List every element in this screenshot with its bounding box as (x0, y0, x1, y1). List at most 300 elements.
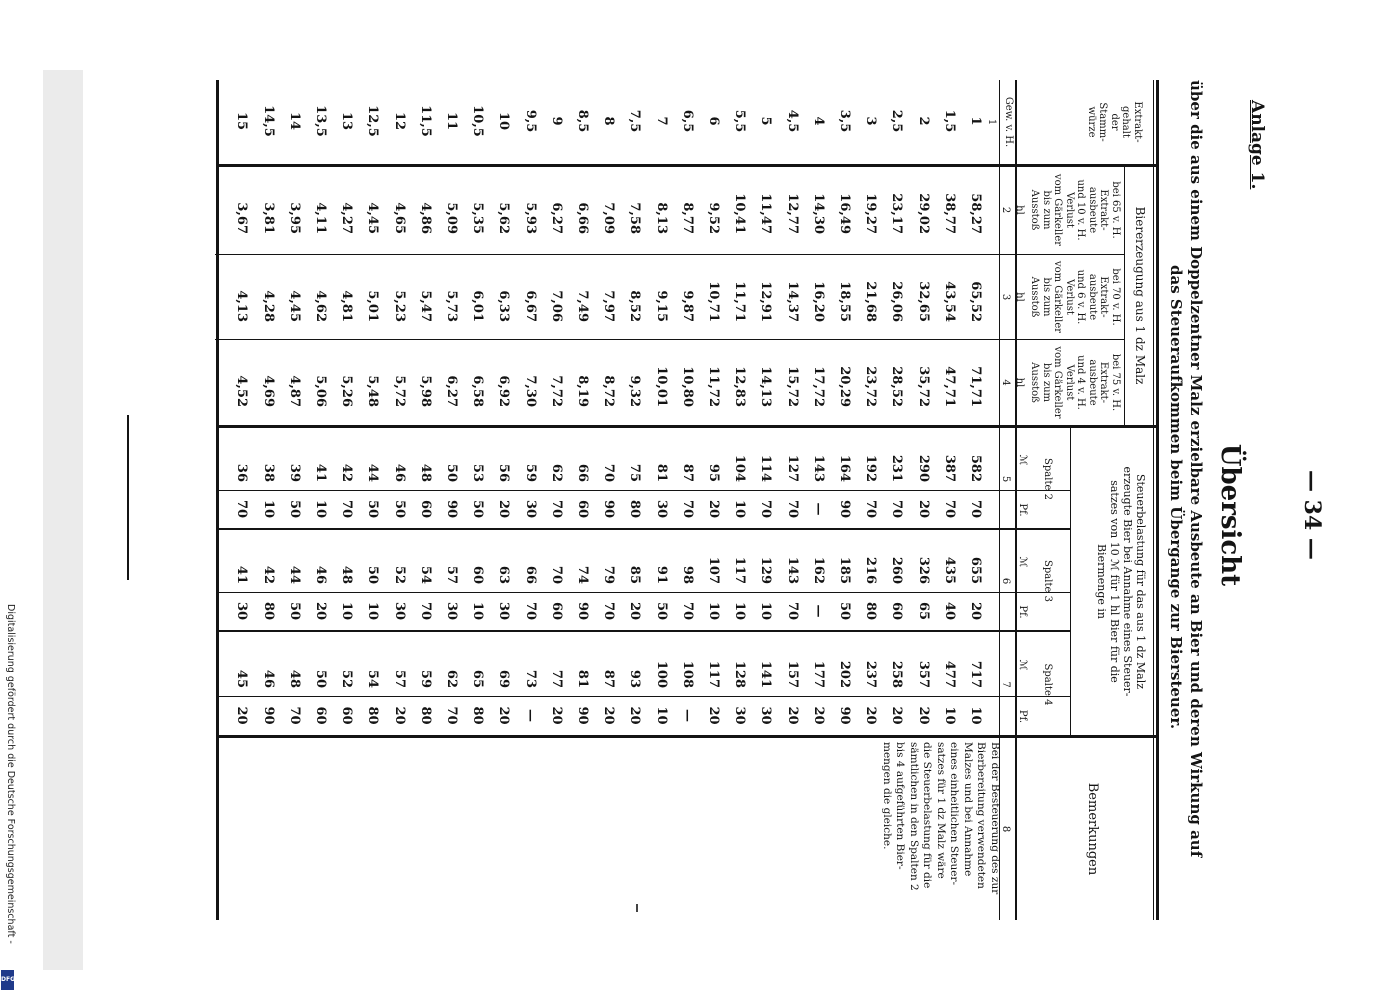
header-spalte4: Spalte 4 (1042, 663, 1053, 706)
header-col1-line: gehalt (1120, 106, 1132, 138)
table-cell-e: 6 (706, 116, 721, 126)
table-cell-m5: 41 (313, 463, 328, 482)
table-cell-p6: 10 (732, 601, 748, 621)
table-cell-p5: 70 (784, 499, 800, 519)
table-cell-s4: 5,48 (365, 375, 381, 407)
colnum-3: 3 (1000, 293, 1011, 301)
table-cell-p6: 30 (496, 601, 512, 621)
table-cell-m7: 477 (941, 660, 957, 688)
table-cell-p5: 70 (968, 499, 983, 519)
table-cell-p6: 30 (234, 601, 250, 621)
table-cell-s3: 5,73 (444, 290, 459, 322)
table-cell-s4: 6,58 (470, 375, 486, 407)
table-cell-s3: 16,20 (810, 281, 826, 322)
table-cell-s2: 11,47 (758, 193, 774, 234)
colnum-4: 4 (1000, 379, 1011, 386)
table-cell-s2: 4,65 (391, 202, 407, 234)
table-cell-m7: 45 (234, 669, 250, 688)
table-cell-s3: 65,52 (968, 281, 983, 322)
table-cell-e: 10 (496, 111, 512, 131)
table-cell-p5: 20 (496, 499, 512, 519)
header-group2-line: Biermenge in (1095, 543, 1108, 620)
table-cell-m6: 57 (444, 565, 459, 584)
table-cell-s2: 58,27 (968, 193, 983, 234)
table-cell-s3: 21,68 (863, 281, 879, 322)
table-cell-m6: 91 (653, 565, 669, 584)
table-cell-s4: 23,72 (863, 366, 879, 407)
table-cell-m6: 260 (889, 556, 905, 584)
header-col2-line: bei 65 v. H. (1110, 181, 1121, 239)
table-cell-p5: 90 (601, 499, 617, 519)
table-cell-p6: 10 (365, 601, 381, 621)
header-col1-line: Extrakt- (1132, 101, 1143, 143)
table-cell-s3: 5,47 (417, 290, 433, 322)
dfg-logo: DFG (1, 970, 14, 990)
table-cell-e: 14,5 (260, 105, 276, 137)
table-cell-m6: 79 (601, 565, 617, 584)
table-cell-e: 3 (863, 116, 879, 126)
table-cell-m7: 69 (496, 669, 512, 688)
table-cell-s4: 20,29 (837, 366, 852, 407)
table-cell-p5: 70 (339, 499, 355, 519)
table-cell-s4: 35,72 (915, 366, 931, 407)
table-cell-p7: 20 (915, 706, 931, 725)
table-cell-s4: 4,87 (286, 375, 302, 407)
table-cell-m5: 38 (260, 463, 276, 482)
table-top-rule (1156, 80, 1159, 920)
table-cell-p7: 20 (810, 706, 826, 725)
table-cell-p5: — (810, 502, 826, 516)
table-cell-m5: 127 (784, 454, 800, 482)
table-cell-s4: 10,80 (679, 366, 695, 407)
table-cell-m5: 87 (679, 463, 695, 482)
table-cell-p5: 70 (889, 499, 905, 519)
table-cell-m6: 117 (732, 556, 748, 584)
table-cell-s2: 8,13 (653, 202, 669, 234)
table-cell-e: 2,5 (889, 109, 905, 133)
table-cell-s4: 12,83 (732, 366, 748, 407)
table-cell-m5: 36 (234, 463, 250, 482)
table-cell-m6: 655 (968, 556, 983, 584)
table-cell-p6: 80 (260, 601, 276, 621)
header-col3-line: Ausstoß (1029, 276, 1041, 318)
header-col2-line: ausbeute (1087, 186, 1098, 234)
table-cell-s3: 4,13 (234, 290, 250, 322)
scan-shading (43, 70, 83, 970)
table-cell-m6: 143 (784, 556, 800, 584)
table-cell-m7: 157 (784, 660, 800, 688)
table-cell-p6: 20 (627, 601, 643, 621)
header-col3-line: Extrakt- (1098, 276, 1110, 318)
table-cell-m7: 108 (679, 660, 695, 688)
table-cell-s2: 5,35 (470, 202, 486, 234)
table-cell-s3: 9,87 (679, 290, 695, 322)
table-cell-m5: 164 (837, 454, 852, 482)
table-cell-p7: 20 (391, 706, 407, 725)
table-cell-s2: 29,02 (915, 193, 931, 234)
header-col4 (1029, 341, 1121, 424)
table-cell-s2: 4,27 (339, 202, 355, 234)
table-cell-p5: 10 (260, 499, 276, 519)
table-cell-m7: 48 (286, 669, 302, 688)
table-cell-m5: 290 (915, 454, 931, 482)
divider-col6-pf (216, 592, 1071, 593)
table-cell-m6: 44 (286, 565, 302, 584)
table-cell-s3: 10,71 (706, 281, 721, 322)
table-cell-m6: 326 (915, 556, 931, 584)
table-cell-p5: 90 (837, 499, 852, 519)
table-cell-p6: 20 (313, 601, 328, 621)
table-cell-p5: 50 (391, 499, 407, 519)
table-cell-m5: 48 (417, 463, 433, 482)
table-cell-s3: 14,37 (784, 281, 800, 322)
table-cell-s4: 8,19 (575, 375, 590, 407)
table-cell-m6: 107 (706, 556, 721, 584)
table-cell-m6: 46 (313, 565, 328, 584)
table-cell-m7: 52 (339, 669, 355, 688)
table-cell-p7: 60 (313, 706, 328, 725)
header-col4-line: Ausstoß (1029, 362, 1041, 403)
table-cell-m7: 100 (653, 660, 669, 688)
header-group2-line: satzes von 10 ℳ für 1 hl Bier für die (1108, 480, 1121, 683)
unit-hl-col2: hl (1014, 205, 1025, 215)
unit-m-5: ℳ (1017, 454, 1028, 466)
table-cell-s3: 18,55 (837, 281, 852, 322)
colnum-5: 5 (1000, 475, 1011, 483)
table-cell-p6: 30 (391, 601, 407, 621)
table-cell-s4: 9,32 (627, 375, 643, 407)
table-cell-e: 7,5 (627, 109, 643, 133)
table-cell-s2: 4,45 (365, 202, 381, 234)
table-cell-s3: 43,54 (941, 281, 957, 322)
anlage-label: Anlage 1. (1247, 100, 1267, 190)
table-cell-m6: 60 (470, 565, 486, 584)
table-cell-s2: 10,41 (732, 193, 748, 234)
table-cell-s3: 7,06 (548, 290, 564, 322)
table-cell-m6: 42 (260, 565, 276, 584)
table-cell-e: 4,5 (784, 109, 800, 133)
table-cell-s4: 14,13 (758, 366, 774, 407)
divider-col3 (215, 339, 1125, 340)
table-cell-p7: 20 (234, 706, 250, 725)
table-cell-e: 15 (234, 111, 250, 131)
table-cell-p7: 30 (758, 706, 774, 725)
table-cell-p6: 10 (706, 601, 721, 621)
header-col3-line: bei 70 v. H. (1110, 268, 1121, 326)
table-cell-s2: 3,67 (234, 202, 250, 234)
table-cell-m5: 53 (470, 463, 486, 482)
table-cell-p7: 30 (732, 706, 748, 725)
table-cell-p5: 70 (758, 499, 774, 519)
table-cell-p7: 10 (653, 706, 669, 725)
table-cell-s3: 6,33 (496, 290, 512, 322)
table-cell-s2: 12,77 (784, 193, 800, 234)
table-cell-e: 3,5 (837, 109, 852, 133)
table-cell-m6: 52 (391, 565, 407, 584)
divider-col5-pf (216, 490, 1071, 491)
table-cell-p5: 70 (863, 499, 879, 519)
table-cell-e: 4 (810, 116, 826, 126)
table-cell-p6: 60 (548, 601, 564, 621)
divider-col6 (216, 630, 1071, 632)
table-cell-m7: 258 (889, 660, 905, 688)
table-cell-s4: 17,72 (810, 366, 826, 407)
table-cell-s3: 7,97 (601, 290, 617, 322)
table-cell-p5: 50 (470, 499, 486, 519)
divider-col2 (215, 254, 1125, 255)
table-cell-p5: 30 (653, 499, 669, 519)
colnum-1: 1 (986, 118, 997, 126)
header-col1-unit: Gew. v. H. (1003, 96, 1014, 148)
table-cell-m6: 70 (548, 565, 564, 584)
table-cell-p7: — (679, 709, 695, 722)
table-cell-p7: 70 (286, 706, 302, 725)
unit-m-6: ℳ (1017, 556, 1028, 568)
table-cell-s4: 7,30 (522, 375, 538, 407)
page-title: Übersicht (1215, 443, 1245, 587)
table-cell-p7: 90 (837, 706, 852, 725)
table-cell-s4: 28,52 (889, 366, 905, 407)
header-col1-line: Stamm- (1097, 102, 1109, 142)
remark-line: die Steuerbelastung für die (921, 742, 934, 889)
table-cell-m7: 54 (365, 669, 381, 688)
table-cell-p6: 50 (837, 601, 852, 621)
table-cell-p7: 90 (575, 706, 590, 725)
table-cell-s3: 6,01 (470, 290, 486, 322)
table-cell-e: 8 (601, 116, 617, 126)
table-cell-m5: 75 (627, 463, 643, 482)
table-cell-m7: 73 (522, 669, 538, 688)
unit-pf-7: Pf. (1017, 709, 1028, 724)
table-cell-e: 14 (286, 111, 302, 131)
header-col4-line: Extrakt- (1098, 361, 1110, 404)
table-cell-p6: 70 (784, 601, 800, 621)
table-cell-m7: 237 (863, 660, 879, 688)
divider-col7 (217, 735, 1157, 738)
table-cell-e: 7 (653, 116, 669, 126)
table-cell-s3: 4,81 (339, 290, 355, 322)
table-cell-p6: 90 (575, 601, 590, 621)
table-cell-p6: 10 (339, 601, 355, 621)
digitization-note: Digitalisierung gefördert durch die Deutsche Forschungsgemeinschaft - (5, 604, 16, 944)
table-cell-p5: 70 (679, 499, 695, 519)
table-cell-m5: 104 (732, 454, 748, 482)
table-cell-m7: 93 (627, 669, 643, 688)
table-cell-s2: 23,17 (889, 193, 905, 234)
table-cell-p6: 10 (470, 601, 486, 621)
table-cell-p7: 20 (784, 706, 800, 725)
header-col2-line: Extrakt- (1098, 189, 1110, 231)
scan-rule-left (127, 415, 129, 580)
header-col1-line: würze (1086, 106, 1097, 138)
table-cell-e: 9,5 (522, 109, 538, 133)
table-cell-m7: 117 (706, 660, 721, 688)
header-col3 (1029, 256, 1121, 338)
colnum-8: 8 (1000, 825, 1011, 833)
table-cell-p6: 60 (889, 601, 905, 621)
table-cell-s2: 19,27 (863, 193, 879, 234)
unit-m-7: ℳ (1017, 659, 1028, 671)
group2-rule (1070, 428, 1071, 735)
table-cell-s3: 12,91 (758, 281, 774, 322)
table-cell-m5: 59 (522, 463, 538, 482)
table-cell-e: 9 (548, 116, 564, 126)
table-cell-e: 12,5 (365, 105, 381, 137)
header-group1: Biererzeugung aus 1 dz Malz (1133, 206, 1147, 385)
table-cell-m6: 162 (810, 556, 826, 584)
header-group2 (1095, 430, 1147, 733)
header-group2-line: Steuerbelastung für das aus 1 dz Malz (1134, 473, 1147, 690)
table-cell-p7: 20 (889, 706, 905, 725)
table-cell-e: 11,5 (417, 105, 433, 137)
table-cell-p6: 40 (941, 601, 957, 621)
table-cell-s2: 5,09 (444, 202, 459, 234)
table-cell-p5: 20 (706, 499, 721, 519)
table-cell-p7: 70 (444, 706, 459, 725)
table-cell-s3: 9,15 (653, 290, 669, 322)
table-cell-m5: 42 (339, 463, 355, 482)
table-cell-s4: 11,72 (706, 366, 721, 407)
divider-col1 (217, 164, 1157, 167)
table-cell-s4: 7,72 (548, 375, 564, 407)
table-cell-s3: 6,67 (522, 290, 538, 322)
header-col4-line: Verlust (1064, 364, 1075, 401)
remark-rule (636, 904, 638, 912)
table-cell-p5: 70 (941, 499, 957, 519)
table-cell-s4: 6,27 (444, 375, 459, 407)
table-cell-s2: 5,62 (496, 202, 512, 234)
table-cell-p5: 10 (313, 499, 328, 519)
header-spalte3: Spalte 3 (1042, 560, 1053, 602)
remark-line: Malzes und bei Annahme (962, 742, 974, 877)
table-cell-p5: 50 (286, 499, 302, 519)
table-cell-m6: 50 (365, 565, 381, 584)
table-cell-s2: 14,30 (810, 193, 826, 234)
table-cell-m5: 81 (653, 463, 669, 482)
table-cell-p5: 50 (365, 499, 381, 519)
table-cell-s3: 26,06 (889, 281, 905, 322)
table-cell-e: 1 (968, 116, 983, 126)
table-cell-p6: 30 (444, 601, 459, 621)
table-cell-p6: 50 (286, 601, 302, 621)
table-cell-s2: 7,09 (601, 202, 617, 234)
table-cell-s2: 5,93 (522, 202, 538, 234)
unit-pf-6: Pf. (1017, 605, 1028, 619)
table-cell-p6: 70 (417, 601, 433, 621)
table-cell-p7: 20 (863, 706, 879, 725)
table-cell-p7: 20 (601, 706, 617, 725)
table-cell-m6: 48 (339, 565, 355, 584)
table-cell-p7: 20 (627, 706, 643, 725)
table-cell-p6: 10 (758, 601, 774, 621)
table-cell-p5: 20 (915, 499, 931, 519)
header-col4-line: bis zum (1041, 362, 1052, 403)
colnum-7: 7 (1000, 681, 1011, 688)
table-cell-s4: 5,98 (417, 375, 433, 407)
table-cell-s4: 10,01 (653, 366, 669, 407)
table-cell-s4: 8,72 (601, 375, 617, 407)
header-col2-line: bis zum (1041, 190, 1052, 230)
header-col2-line: Verlust (1064, 192, 1075, 228)
table-cell-m7: 128 (732, 660, 748, 688)
table-cell-e: 13,5 (313, 105, 328, 137)
table-cell-s2: 8,77 (679, 202, 695, 234)
table-cell-m5: 582 (968, 454, 983, 482)
header-col4-line: vom Gärkeller (1052, 346, 1064, 419)
table-cell-p5: 70 (548, 499, 564, 519)
divider-col4 (217, 425, 1157, 428)
table-cell-m7: 81 (575, 669, 590, 688)
table-cell-m6: 85 (627, 565, 643, 584)
table-cell-p7: 90 (260, 706, 276, 725)
subtitle-line2: das Steueraufkommen beim Übergange zur Biersteuer. (1167, 265, 1185, 730)
table-cell-s4: 47,71 (941, 366, 957, 407)
table-cell-m7: 77 (548, 669, 564, 688)
table-cell-m7: 46 (260, 669, 276, 688)
table-cell-p5: 70 (234, 499, 250, 519)
table-cell-m5: 70 (601, 463, 617, 482)
table-cell-s4: 5,26 (339, 375, 355, 407)
table-cell-p5: 30 (522, 499, 538, 519)
table-cell-e: 6,5 (679, 109, 695, 133)
table-cell-s3: 7,49 (575, 290, 590, 322)
table-cell-p5: 80 (627, 499, 643, 519)
table-cell-p6: 70 (601, 601, 617, 621)
header-col3-line: bis zum (1041, 277, 1052, 317)
table-cell-p7: 20 (496, 706, 512, 725)
colnum-6: 6 (1000, 577, 1011, 585)
table-cell-m7: 717 (968, 660, 983, 688)
table-cell-p7: 80 (417, 706, 433, 725)
table-cell-s2: 4,11 (313, 202, 328, 234)
table-top-rule-thin (1153, 80, 1154, 920)
table-cell-m6: 41 (234, 565, 250, 584)
table-cell-m6: 98 (679, 565, 695, 584)
table-cell-m5: 56 (496, 463, 512, 482)
subtitle-line1: über die aus einem Doppelzentner Malz erzielbare Ausbeute an Bier und deren Wirkung auf (1187, 80, 1205, 858)
table-cell-s4: 5,72 (391, 375, 407, 407)
header-col2-line: und 10 v. H. (1075, 179, 1087, 241)
header-col3-line: und 6 v. H. (1075, 269, 1087, 325)
table-cell-s3: 5,23 (391, 290, 407, 322)
table-cell-e: 2 (915, 116, 931, 126)
table-cell-e: 10,5 (470, 105, 486, 137)
remark-line: eines einheitlichen Steuer- (948, 742, 961, 886)
table-cell-m5: 50 (444, 463, 459, 482)
remark-line: mengen die gleiche. (881, 742, 893, 850)
table-cell-e: 11 (444, 111, 459, 131)
header-col3-line: ausbeute (1087, 273, 1098, 321)
table-cell-s4: 71,71 (968, 366, 983, 407)
table-cell-p5: 90 (444, 499, 459, 519)
page-number: — 34 — (1299, 470, 1325, 560)
divider-col7-pf (216, 696, 1071, 697)
table-cell-m7: 177 (810, 660, 826, 688)
table-cell-s3: 4,45 (286, 290, 302, 322)
header-col4-line: und 4 v. H. (1075, 355, 1087, 410)
group1-rule (1124, 166, 1125, 425)
table-cell-e: 8,5 (575, 109, 590, 133)
unit-hl-col3: hl (1014, 292, 1025, 302)
header-col4-line: bei 75 v. H. (1110, 353, 1121, 412)
remark-line: Bierbereitung verwendeten (975, 742, 988, 889)
table-cell-p6: 65 (915, 601, 931, 621)
table-bottom-rule (216, 80, 219, 920)
table-cell-m6: 66 (522, 565, 538, 584)
unit-pf-5: Pf. (1017, 503, 1028, 517)
table-cell-m5: 231 (889, 454, 905, 482)
table-cell-p6: 80 (863, 601, 879, 621)
